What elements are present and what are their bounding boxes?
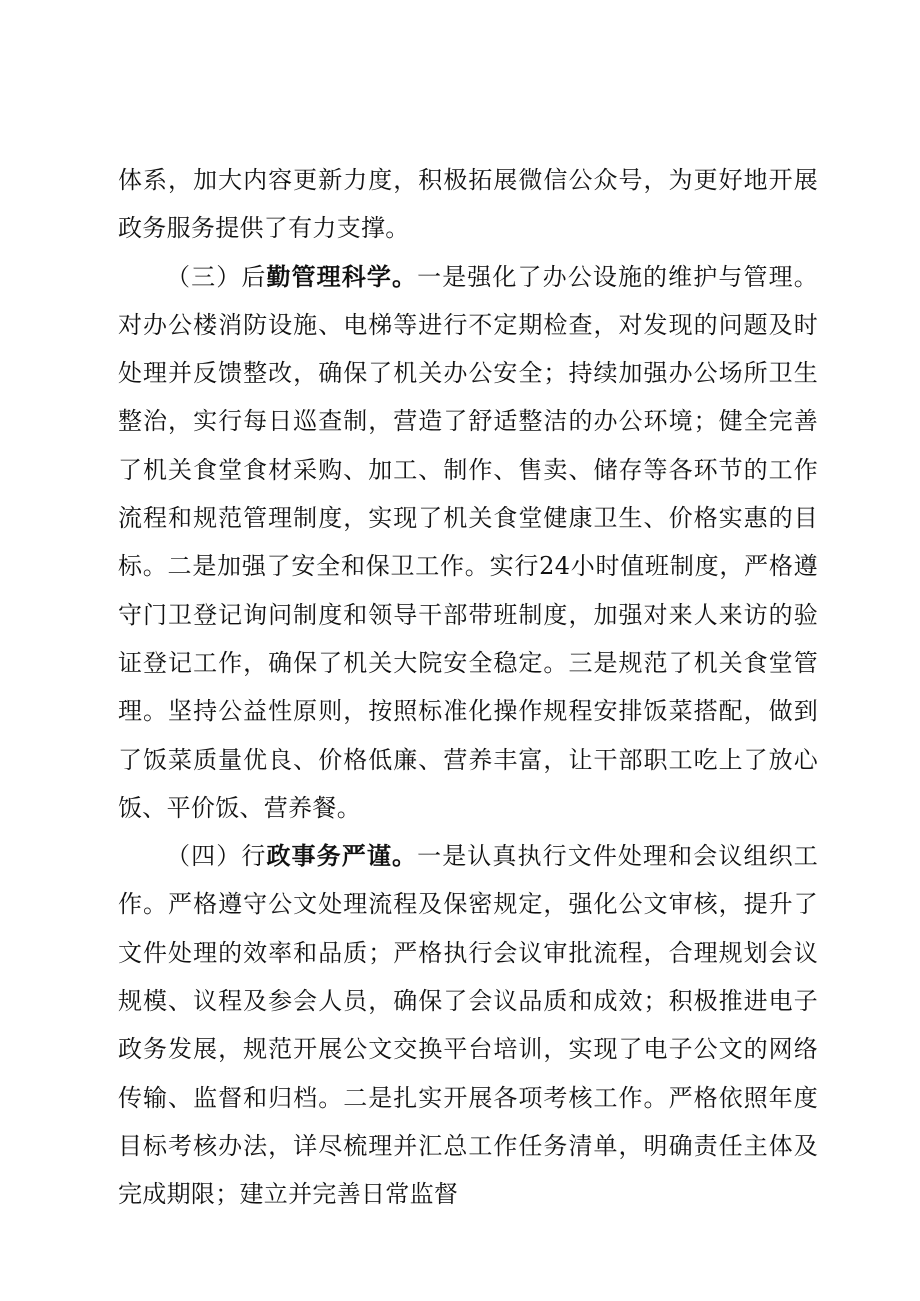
paragraph-continuation: [118, 156, 818, 253]
document-body: [118, 156, 818, 1219]
section-heading: 政事务严谨。: [266, 841, 418, 871]
paragraph-text: 体系，加大内容更新力度，积极拓展微信公众号，为更好地开展政务服务提供了有力支撑。: [118, 166, 818, 243]
paragraph-text: 一是认真执行文件处理和会议组织工作。严格遵守公文处理流程及保密规定，强化公文审核，提升了文件处理的效率和品质；严格执行会议审批流程，合理规划会议规模、议程及参会人员，确保了会议品质和成效；积极推进电子政务发展，规范开展公文交换平台培训，实现了电子公文的网络传输、监督和归档。二是扎实开展各项考核工作。严格依照年度目标考核办法，详尽梳理并汇总工作任务清单，明确责任主体及完成期限；建立并完善日常监督: [118, 842, 818, 1209]
section-number: （四）行: [166, 842, 267, 871]
section-heading: 勤管理科学。: [266, 261, 418, 291]
paragraph-logistics: [118, 253, 818, 833]
section-number: （三）后: [166, 262, 267, 291]
paragraph-administration: [118, 832, 818, 1218]
paragraph-text: 一是强化了办公设施的维护与管理。对办公楼消防设施、电梯等进行不定期检查，对发现的问题及时处理并反馈整改，确保了机关办公安全；持续加强办公场所卫生整治，实行每日巡查制，营造了舒适整洁的办公环境；健全完善了机关食堂食材采购、加工、制作、售卖、储存等各环节的工作流程和规范管理制度，实现了机关食堂健康卫生、价格实惠的目标。二是加强了安全和保卫工作。实行24小时值班制度，严格遵守门卫登记询问制度和领导干部带班制度，加强对来人来访的验证登记工作，确保了机关大院安全稳定。三是规范了机关食堂管理。坚持公益性原则，按照标准化操作规程安排饭菜搭配，做到了饭菜质量优良、价格低廉、营养丰富，让干部职工吃上了放心饭、平价饭、营养餐。: [118, 262, 818, 822]
